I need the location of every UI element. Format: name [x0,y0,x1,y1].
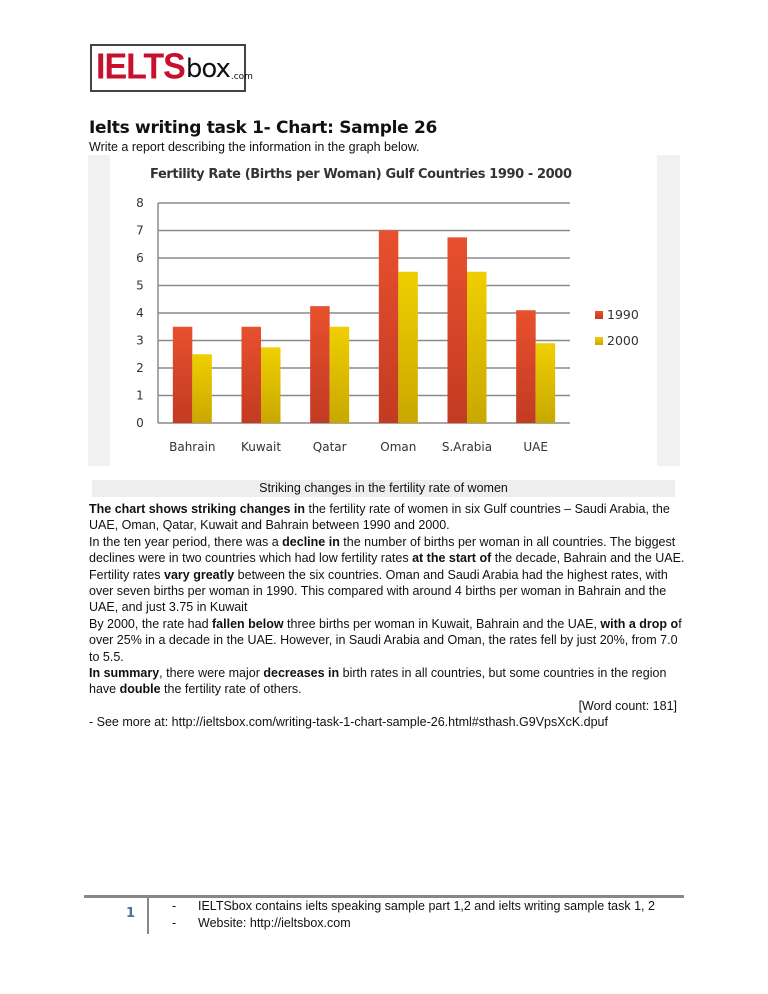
y-tick-label: 6 [136,251,144,265]
text-run: By 2000, the rate had [89,616,213,631]
bold-phrase: vary greatly [164,567,235,582]
bold-phrase: double [119,682,161,697]
report-paragraph [89,501,685,534]
y-tick-label: 3 [136,333,144,348]
y-tick-label: 0 [136,416,144,430]
chart-title: Fertility Rate (Births per Woman) Gulf Countries 1990 - 2000 [150,167,572,182]
logo-ielts-text: IELTS [96,47,185,87]
report-paragraph [89,567,685,616]
bold-phrase: fallen below [212,616,284,631]
chart-bars [173,231,555,424]
bold-phrase: decreases in [263,666,340,681]
task-instruction: Write a report describing the information in the graph below. [89,140,420,154]
legend-label: 2000 [607,333,639,348]
text-run: the decade, Bahrain and the UAE. [491,551,685,566]
text-run: three births per woman in Kuwait, Bahrain and the UAE, [283,616,601,631]
text-run: the number of births per woman in all countries. The biggest declines were in two countries which had low fertility rates [89,534,676,566]
legend-swatch-2000 [595,337,603,345]
chart-area [110,155,657,466]
text-run: the fertility rate of women in six Gulf countries – Saudi Arabia, the UAE, Oman, Qatar, Kuwait and Bahrain between 1990 and 2000. [89,502,670,533]
report-paragraph [89,616,685,665]
footer-item-text: Website: http://ieltsbox.com [198,916,351,930]
bar-1990 [448,237,468,423]
x-tick-label: Oman [380,440,417,454]
report-paragraphs [89,501,685,698]
y-axis-labels [136,196,144,430]
text-run: between the six countries. Oman and Saudi Arabia had the highest rates, with over seven births per woman in 1990. This compared with around 4 births per woman in Bahrain and the UAE, and just 3.75 in Kuwait [89,567,668,615]
y-tick-label: 4 [136,306,144,320]
text-run: In the ten year period, there was a [89,534,283,549]
x-tick-label: Kuwait [240,440,282,454]
y-tick-label: 7 [136,223,144,238]
chart-gridlines [158,203,570,423]
footer-item [172,915,655,932]
y-tick-label: 2 [136,361,144,375]
bold-phrase: decline in [282,534,340,549]
text-run: , there were major [159,666,264,681]
report-body [89,501,685,731]
bullet-dash: - [172,899,177,913]
footer-item-text: IELTSbox contains ielts speaking sample part 1,2 and ielts writing sample task 1, 2 [198,899,655,913]
chart-legend [595,307,639,348]
report-paragraph [89,534,685,567]
legend-swatch-1990 [595,311,603,319]
report-paragraph [89,665,685,698]
bar-2000 [398,272,418,423]
bar-2000 [467,272,487,423]
y-tick-label: 8 [136,196,144,210]
text-run: the fertility rate of others. [160,682,302,697]
bar-chart [110,155,657,466]
logo-box-text: box [185,54,230,84]
bar-1990 [310,306,330,423]
bar-2000 [192,354,212,423]
bar-2000 [536,343,556,423]
x-tick-label: Bahrain [169,440,216,454]
y-tick-label: 5 [136,278,144,293]
chart-caption: Striking changes in the fertility rate of women [92,480,675,497]
x-tick-label: Qatar [312,440,347,454]
footer-notes [172,898,655,932]
legend-label: 1990 [607,307,639,322]
bullet-dash: - [172,916,177,930]
bold-phrase: In summary [89,666,160,681]
bar-1990 [242,327,262,423]
ieltsbox-logo [90,44,253,92]
y-tick-label: 1 [136,388,144,403]
bar-1990 [379,231,399,424]
chart-image [88,155,680,466]
logo-com-text: .com [230,72,253,82]
bold-phrase: at the start of [412,551,492,566]
x-tick-label: UAE [523,440,548,454]
see-more-link[interactable]: - See more at: http://ieltsbox.com/writing-task-1-chart-sample-26.html#sthash.G9VpsXcK.dpuf [89,715,608,730]
bar-2000 [261,347,281,423]
text-run: Fertility rates [89,567,165,582]
bold-phrase: with a drop o [600,616,679,631]
bar-1990 [173,327,193,423]
bar-1990 [516,310,536,423]
word-count: [Word count: 181] [578,698,677,713]
footer-separator [147,896,149,934]
page-number: 1 [126,906,136,921]
x-tick-label: S.Arabia [441,440,493,454]
bar-2000 [330,327,350,423]
text-run: f over 25% in a decade in the UAE. However, in Saudi Arabia and Oman, the rates fell by just 20%, from 7.0 to 5.5. [89,616,682,664]
footer-item [172,898,655,915]
bold-phrase: The chart shows striking changes in [89,502,306,516]
document-title: Ielts writing task 1- Chart: Sample 26 [89,118,438,138]
text-run: birth rates in all countries, but some countries in the region have [89,666,667,697]
x-axis-labels [169,440,548,454]
